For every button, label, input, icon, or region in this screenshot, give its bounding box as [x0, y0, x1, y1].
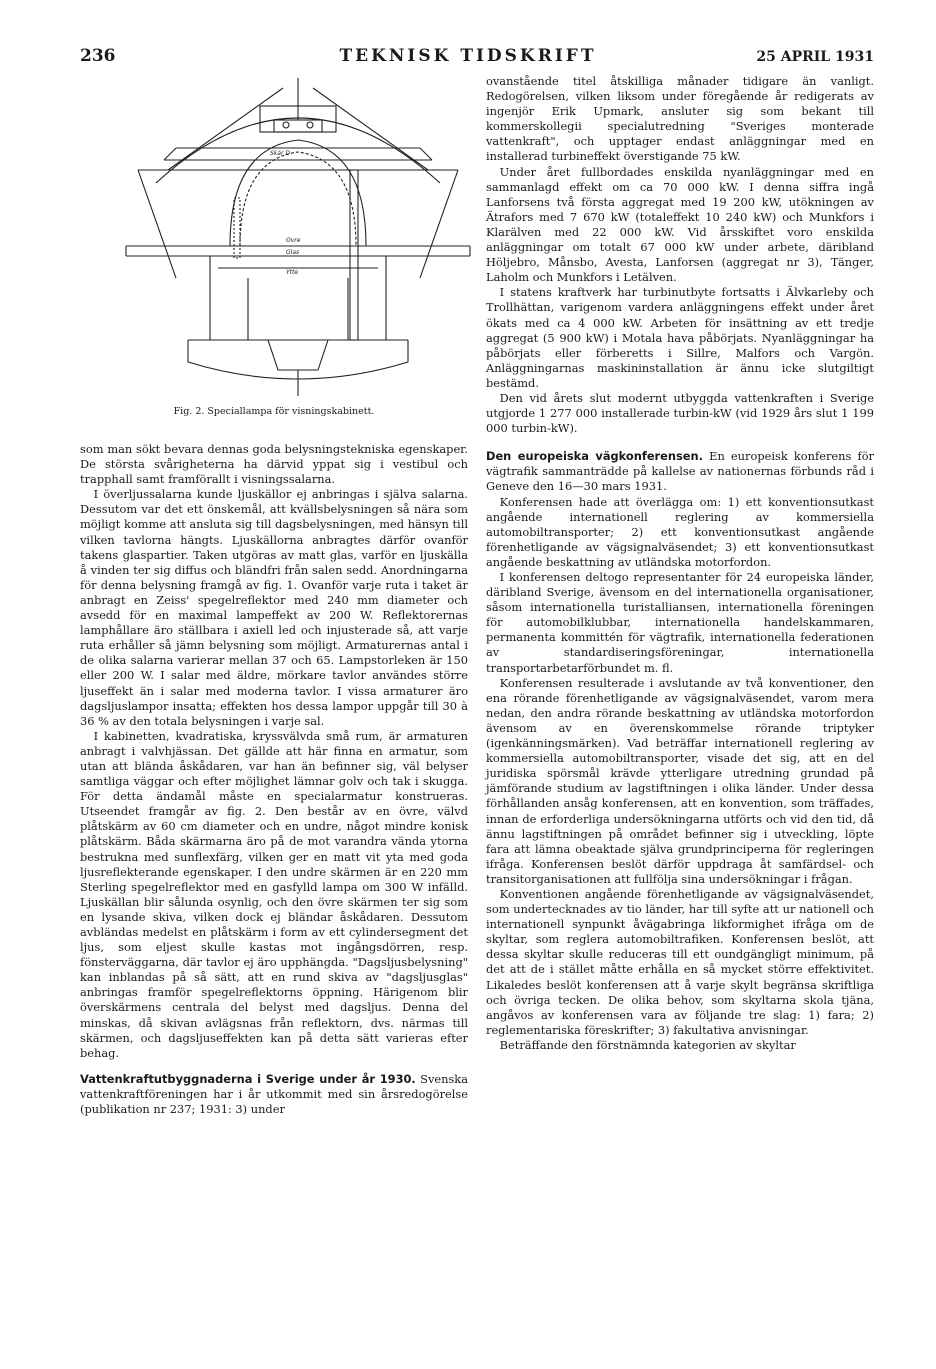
paragraph: ovanstående titel åtskilliga månader tidigare än vanligt. Redogörelsen, vilken liksom under föregående år redigerats av ingenjör Erik Upmark, ansluter sig som bekant till kommerskollegii specialutredning "Sveriges monterade vattenkraft", och upptager endast anläggningar med en installerad turbineffekt överstigande 75 kW. — [486, 74, 874, 164]
section-lead: En europeisk konferens för vägtrafik sammanträdde på kallelse av nationernas förbunds råd i Geneve den 16—30 mars 1931. — [486, 449, 874, 494]
paragraph: I överljussalarna kunde ljuskällor ej anbringas i själva salarna. Dessutom var det ett önskemål, att kvällsbelysningen så nära som möjligt komme att ansluta sig till dagsbelysningen, med hänsyn till vilken tavlorna hängts. Ljuskällorna anbragtes därför ovanför takens glaspartier. Taken utgöras av matt glas, varför en ljuskälla å vinden ter sig diffus och bländfri från salen sedd. Anordningarna för denna belysning framgå av fig. 1. Ovanför varje ruta i taket är anbragt en Zeiss' spegelreflektor med 240 mm diameter och avsedd för en maximal lampeffekt av 200 W. Reflektorernas lamphållare äro ställbara i axiell led och injusterade så, att varje ruta erhåller så jämn belysning som möjligt. Armaturernas antal i de olika salarna varierar mellan 37 och 65. Lampstorleken är 150 eller 200 W. I salar med äldre, mörkare tavlor användes större ljuseffekt än i salar med moderna tavlor. I vissa armaturer äro dagsljuslampor insatta; effekten hos dessa lampor uppgår till 30 à 36 % av den totala belysningen i varje sal. — [80, 487, 468, 728]
page-number: 236 — [80, 46, 116, 66]
paragraph: Beträffande den förstnämnda kategorien av skyltar — [499, 1037, 796, 1052]
paragraph: Konventionen angående förenhetligande av vägsignalväsendet, som undertecknades av tio länder, har till syfte att ur nationell och internationell synpunkt åvägabringa likformighet ifråga om de skyltar, som reglera automobiltrafiken. Konferensen beslöt, att dessa skyltar skulle reduceras till ett oundgängligt minimum, på det att de i stället måtte erhålla en så mycket större effektivitet. Likaledes beslöt konferensen att å varje skylt begränsa skriftliga och övriga tecken. De olika behov, som skyltarna skola tjäna, angåvos av konferensen vara av följande tre slag: 1) fara; 2) reglementariska föreskrifter; 3) fakultativa anvisningar. — [486, 886, 874, 1037]
issue-date: 25 APRIL 1931 — [756, 49, 874, 65]
figure-caption: Fig. 2. Speciallampa för visningskabinett. — [173, 406, 375, 417]
drawing-label: Ovre — [286, 237, 301, 244]
section-heading: Vattenkraftutbyggnaderna i Sverige under år 1930. — [80, 1071, 416, 1086]
journal-title: TEKNISK TIDSKRIFT — [339, 46, 597, 66]
paragraph: I statens kraftverk har turbinutbyte fortsatts i Älvkarleby och Trollhättan, varigenom vardera anläggningens effekt under året ökats med ca 4 000 kW. Arbeten för insättning av ett tredje aggregat (5 900 kW) i Motala hava påbörjats. Nyanläggningar ha påbörjats eller förberetts i Sillre, Malfors och Vargön. Anläggningarnas maskininstallation är ännu icke slutgiltigt bestämd. — [486, 285, 874, 390]
paragraph: I kabinetten, kvadratiska, kryssvälvda små rum, är armaturen anbragt i valvhjässan. Det gällde att här finna en armatur, som utan att blända åskådaren, var han än befinner sig, väl belyser samtliga väggar och efter möjlighet lämnar golv och tak i skugga. För detta ändamål måste en specialarmatur konstrueras. Utseendet framgår av fig. 2. Den består av en övre, välvd plåtskärm av 60 cm diameter och en undre, något mindre konisk plåtskärm. Båda skärmarna äro på de mot varandra vända ytorna bestrukna med sunflexfärg, vilken ger en matt vit yta med goda ljusreflekterande egenskaper. I den undre skärmen är en 220 mm Sterling spegelreflektor med en gasfylld lampa om 300 W infälld. Ljuskällan blir sålunda osynlig, och den övre skärmen ter sig som en lysande skiva, vilken dock ej bländar åskådaren. Dessutom avbländas medelst en plåtskärm i form av ett cylindersegment det ljus, som eljest skulle kastas mot ingångsdörren, resp. fönsterväggarna, där tavlor ej äro upphängda. "Dagsljusbelysning" kan inblandas på så sätt, att en rund skiva av "dagsljusglas" anbringas framför spegelreflektorns öppning. Härigenom blir överskärmens centrala del belyst med dagsljus. Denna del minskas, då skivan avlägsnas från reflektorn, dvs. närmas till skärmen, och dagsljuseffekten kan på detta sätt varieras efter behag. — [80, 728, 468, 1060]
drawing-label: Glas — [286, 249, 300, 256]
paragraph: Den vid årets slut modernt utbyggda vattenkraften i Sverige utgjorde 1 277 000 installerade turbin-kW (vid 1929 års slut 1 199 000 turbin-kW). — [486, 390, 874, 436]
paragraph: Under året fullbordades enskilda nyanläggningar med en sammanlagd effekt om ca 70 000 kW. I denna siffra ingå Lanforsens två första aggregat med 19 200 kW, utökningen av Ätrafors med 7 670 kW (totaleffekt 10 240 kW) och Munkfors i Klarälven med 22 000 kW. Vid årsskiftet voro enskilda anläggningar om totalt 67 000 kW under arbete, däribland Höljebro, Månsbo, Avesta, Lanforsen (aggregat nr 3), Tänger, Laholm och Munkfors i Letälven. — [486, 164, 874, 285]
paragraph: I konferensen deltogo representanter för 24 europeiska länder, däribland Sverige, ävensom en del internationella organisationer, såsom internationella turistalliansen, internationella föreningen för automobilklubbar, internationella handelskammaren, permanenta kommittén för vägtrafik, internationella federationen av standardiseringsföreningar, internationella transportarbetarförbundet m. fl. — [486, 570, 874, 675]
lamp-drawing — [118, 78, 478, 398]
paragraph: som man sökt bevara dennas goda belysningstekniska egenskaper. De största svårigheterna ha därvid yppat sig i vestibul och trapphall samt framförallt i visningssalarna. — [80, 442, 468, 487]
paragraph: Konferensen resulterade i avslutande av två konventioner, den ena rörande förenhetligande av vägsignalväsendet, varom mera nedan, den andra rörande beskattning av utländska motorfordon ävensom av en överenskommelse rörande triptyker (igenkänningsmärken). Vad beträffar internationell reglering av kommersiella automobiltransporter, visade det sig, att en del juridiska spörsmål krävde ytterligare utredning grundad på jämförande studium av lagstiftningen i olika länder. Under dessa förhållanden ansåg konferensen, att en konvention, som träffades, innan de erforderliga undersökningarna utförts och vid den tid, då ännu lagstiftningen på området befinner sig i utveckling, löpte fara att lämna obeaktade själva grundprinciperna för regleringen ifråga. Konferensen beslöt därför uppdraga åt samfärdsel- och transitorganisationen att fullfölja sina undersökningar i frågan. — [486, 675, 874, 886]
drawing-label: Skär D — [270, 150, 290, 157]
right-column — [486, 74, 874, 1053]
section-lead: Svenska vattenkraftföreningen har i år utkommit med sin årsredogörelse (publikation nr 237; 1931: 3) under — [80, 1071, 468, 1117]
paragraph: Konferensen hade att överlägga om: 1) ett konventionsutkast angående internationell reglering av kommersiella automobiltransporter; 2) ett konventionsutkast angående förenhetligande av vägsignalväsendet; 3) ett konventionsutkast angående beskattning av utländska motorfordon. — [486, 494, 874, 569]
section-vagkonferens-intro — [486, 449, 874, 494]
drawing-label: Ytte — [286, 269, 299, 276]
section-vattenkraft-intro — [80, 1072, 468, 1117]
section-heading: Den europeiska vägkonferensen. — [486, 449, 703, 464]
left-column — [80, 442, 468, 1117]
